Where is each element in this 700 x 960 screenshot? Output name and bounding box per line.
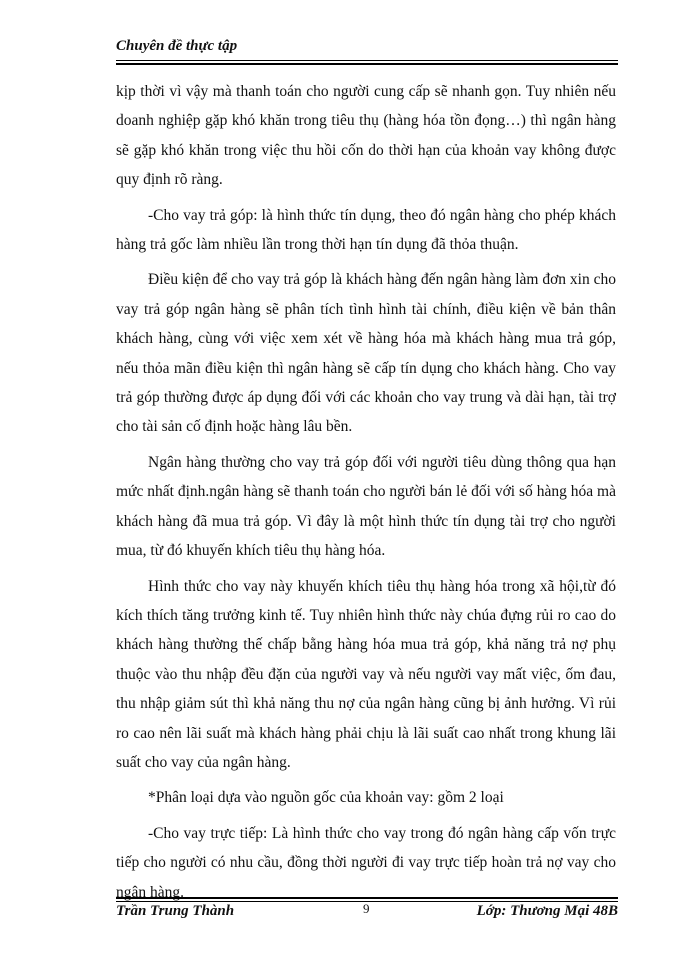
- paragraph-installment-loan: -Cho vay trả góp: là hình thức tín dụng, theo đó ngân hàng cho phép khách hàng trả gốc làm nhiều lần trong thời hạn tín dụng đã thỏa thuận.: [116, 206, 616, 254]
- paragraph-classification: *Phân loại dựa vào nguồn gốc của khoản vay: gồm 2 loại: [148, 789, 504, 807]
- paragraph-direct-loan: -Cho vay trực tiếp: Là hình thức cho vay trong đó ngân hàng cấp vốn trực tiếp cho người có nhu cầu, đồng thời người đi vay trực tiếp hoàn trả nợ vay cho ngân hàng.: [116, 824, 616, 901]
- paragraph-risk: Hình thức cho vay này khuyến khích tiêu thụ hàng hóa trong xã hội,từ đó kích thích tăng trưởng kinh tế. Tuy nhiên hình thức này chúa đựng rủi ro cao do khách hàng thường thế chấp bằng hàng hóa mua trả góp, khả năng trả nợ phụ thuộc vào thu nhập đều đặn của người vay và nếu người vay mất việc, ốm đau, thu nhập giảm sút thì khả năng thu nợ của ngân hàng cũng bị ảnh hưởng. Vì rủi ro cao nên lãi suất mà khách hàng phải chịu là lãi suất cao nhất trong khung lãi suất cho vay của ngân hàng.: [116, 577, 616, 771]
- paragraph-installment-conditions: Điều kiện để cho vay trả góp là khách hàng đến ngân hàng làm đơn xin cho vay trả góp ngân hàng sẽ phân tích tình hình tài chính, điều kiện về bản thân khách hàng, cùng với việc xem xét về hàng hóa mà khách hàng mua trả góp, nếu thỏa mãn điều kiện thì ngân hàng sẽ cấp tín dụng cho khách hàng. Cho vay trả góp thường được áp dụng đối với các khoản cho vay trung và dài hạn, tài trợ cho tài sản cố định hoặc hàng lâu bền.: [116, 271, 616, 436]
- paragraph-continuation: kịp thời vì vậy mà thanh toán cho người cung cấp sẽ nhanh gọn. Tuy nhiên nếu doanh nghiệp gặp khó khăn trong tiêu thụ (hàng hóa tồn đọng…) thì ngân hàng sẽ gặp khó khăn trong việc thu hồi cốn do thời hạn của khoản vay không được quy định rõ ràng.: [116, 83, 616, 189]
- footer-class-label: Lớp: Thương Mại 48B: [476, 903, 618, 919]
- header-rule-thin: [116, 60, 618, 61]
- page-number: 9: [363, 901, 370, 916]
- header-rule-thick: [116, 63, 618, 65]
- running-header: Chuyên đề thực tập: [116, 38, 238, 54]
- running-footer: [116, 903, 618, 925]
- footer-author: Trần Trung Thành: [116, 903, 235, 919]
- body-text: [116, 77, 616, 913]
- footer-rule-thick: [116, 897, 618, 899]
- paragraph-consumer-installment: Ngân hàng thường cho vay trả góp đối với người tiêu dùng thông qua hạn mức nhất định.ngân hàng sẽ thanh toán cho người bán lẻ đối với số hàng hóa mà khách hàng đã mua trả góp. Vì đây là một hình thức tín dụng tài trợ cho người mua, từ đó khuyến khích tiêu thụ hàng hóa.: [116, 453, 616, 560]
